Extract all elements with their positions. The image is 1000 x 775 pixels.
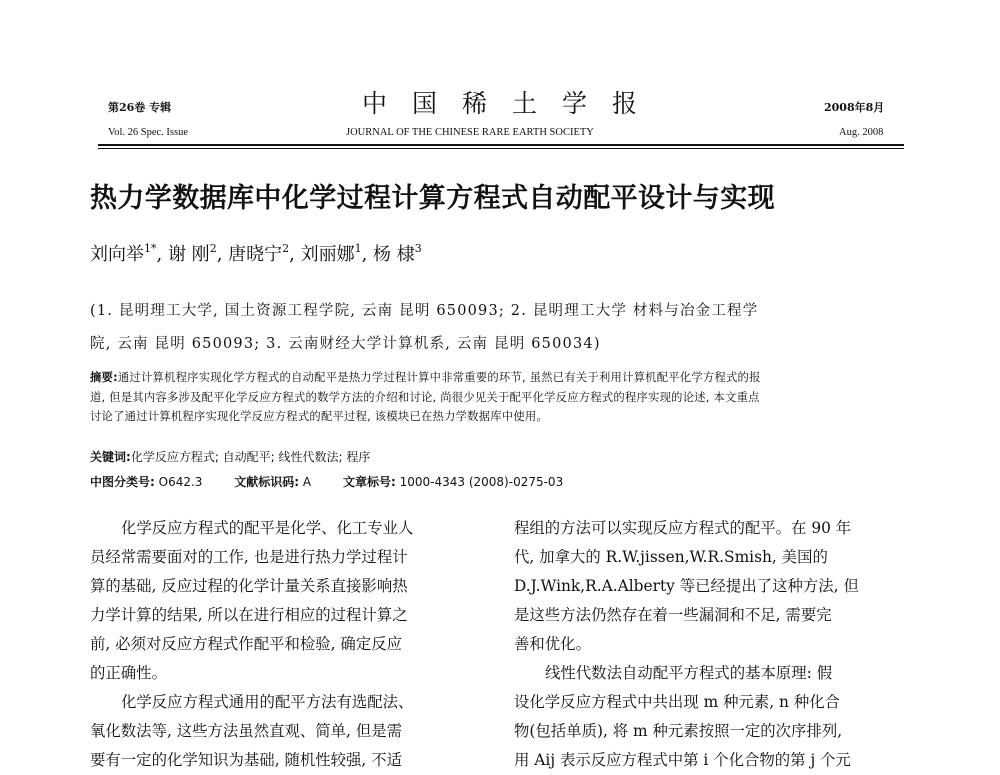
- abstract-text: 通过计算机程序实现化学方程式的自动配平是热力学过程计算中非常重要的环节, 虽然已有关于利用计算机配平化学方程式的报: [117, 371, 761, 384]
- clc-value: O642.3: [158, 475, 203, 489]
- volume-issue-en: Vol. 26 Spec. Issue: [108, 127, 189, 138]
- body-line: 要有一定的化学知识为基础, 随机性较强, 不适: [90, 751, 402, 769]
- header-rule-thick: [98, 144, 904, 146]
- journal-name-cn: 中国稀土学报: [362, 89, 663, 118]
- body-line: 程组的方法可以实现反应方程式的配平。在 90 年: [514, 519, 852, 537]
- body-line: 算的基础, 反应过程的化学计量关系直接影响热: [90, 577, 408, 595]
- keywords: [90, 448, 370, 465]
- body-line: 用 Aij 表示反应方程式中第 i 个化合物的第 j 个元: [514, 751, 851, 769]
- body-line: 化学反应方程式的配平是化学、化工专业人: [121, 519, 414, 537]
- body-line: 的正确性。: [90, 664, 167, 682]
- body-column-right: [514, 514, 906, 775]
- issue-date-en: Aug. 2008: [839, 127, 884, 138]
- author-name: 谢 刚: [167, 244, 210, 265]
- clc-label: 中图分类号:: [90, 475, 155, 489]
- body-line: 前, 必须对反应方程式作配平和检验, 确定反应: [90, 635, 402, 653]
- doc-code-value: A: [302, 475, 312, 489]
- classification-line: [90, 473, 563, 490]
- body-line: 员经常需要面对的工作, 也是进行热力学过程计: [90, 548, 408, 566]
- article-number-label: 文章标号:: [342, 475, 396, 489]
- header-rule-thin: [98, 148, 904, 149]
- article-title: 热力学数据库中化学过程计算方程式自动配平设计与实现: [90, 183, 775, 214]
- affiliations-line-2: 院, 云南 昆明 650093; 3. 云南财经大学计算机系, 云南 昆明 650034): [90, 336, 601, 352]
- body-line: 线性代数法自动配平方程式的基本原理: 假: [545, 664, 833, 682]
- author-affil-mark: 3: [414, 242, 422, 255]
- affiliations-line-1: (1. 昆明理工大学, 国土资源工程学院, 云南 昆明 650093; 2. 昆明理工大学 材料与冶金工程学: [90, 303, 759, 319]
- journal-name-en: JOURNAL OF THE CHINESE RARE EARTH SOCIETY: [346, 127, 594, 138]
- author-list: 刘向举$^{1*}$, 谢 刚$^2$, 唐晓宁$^2$, 刘丽娜$^1$, 杨 棣$^3$: [90, 242, 422, 265]
- keywords-label: 关键词:: [90, 450, 131, 464]
- abstract-line: 道, 但是其内容多涉及配平化学反应方程式的数学方法的介绍和讨论, 尚很少见关于配平化学反应方程式的程序实现的论述, 本文重点: [90, 390, 760, 404]
- body-line: 物(包括单质), 将 m 种元素按照一定的次序排列,: [514, 722, 843, 740]
- author-name: 唐晓宁: [228, 244, 283, 265]
- body-line: 氧化数法等, 这些方法虽然直观、简单, 但是需: [90, 722, 402, 740]
- author-name: 杨 棣: [373, 244, 415, 265]
- abstract: [90, 368, 908, 427]
- body-line: 力学计算的结果, 所以在进行相应的过程计算之: [90, 606, 408, 624]
- body-line: 是这些方法仍然存在着一些漏洞和不足, 需要完: [514, 606, 832, 624]
- author-name: 刘丽娜: [300, 244, 355, 265]
- issue-date-cn: 2008年8月: [824, 101, 885, 114]
- body-line: 代, 加拿大的 R.W.jissen,W.R.Smish, 美国的: [514, 548, 828, 566]
- author-name: 刘向举: [90, 244, 144, 265]
- author-affil-mark: 1*: [144, 242, 157, 255]
- author-affil-mark: 1: [354, 242, 362, 255]
- body-line: 设化学反应方程式中共出现 m 种元素, n 种化合: [514, 693, 840, 711]
- author-affil-mark: 2: [209, 242, 217, 255]
- abstract-line: 讨论了通过计算机程序实现化学反应方程式的配平过程, 该模块已在热力学数据库中使用。: [90, 410, 549, 423]
- keywords-text: 化学反应方程式; 自动配平; 线性代数法; 程序: [130, 450, 371, 464]
- body-line: D.J.Wink,R.A.Alberty 等已经提出了这种方法, 但: [514, 577, 859, 595]
- article-number-value: 1000-4343 (2008)-0275-03: [399, 475, 564, 489]
- doc-code-label: 文献标识码:: [234, 475, 300, 489]
- author-affil-mark: 2: [282, 242, 290, 255]
- body-line: 善和优化。: [514, 635, 591, 653]
- volume-issue-cn: 第26卷 专辑: [108, 101, 172, 114]
- body-line: 化学反应方程式通用的配平方法有选配法、: [121, 693, 414, 711]
- abstract-label: 摘要:: [90, 371, 118, 384]
- abstract-line: [90, 368, 908, 388]
- body-column-left: [90, 514, 492, 775]
